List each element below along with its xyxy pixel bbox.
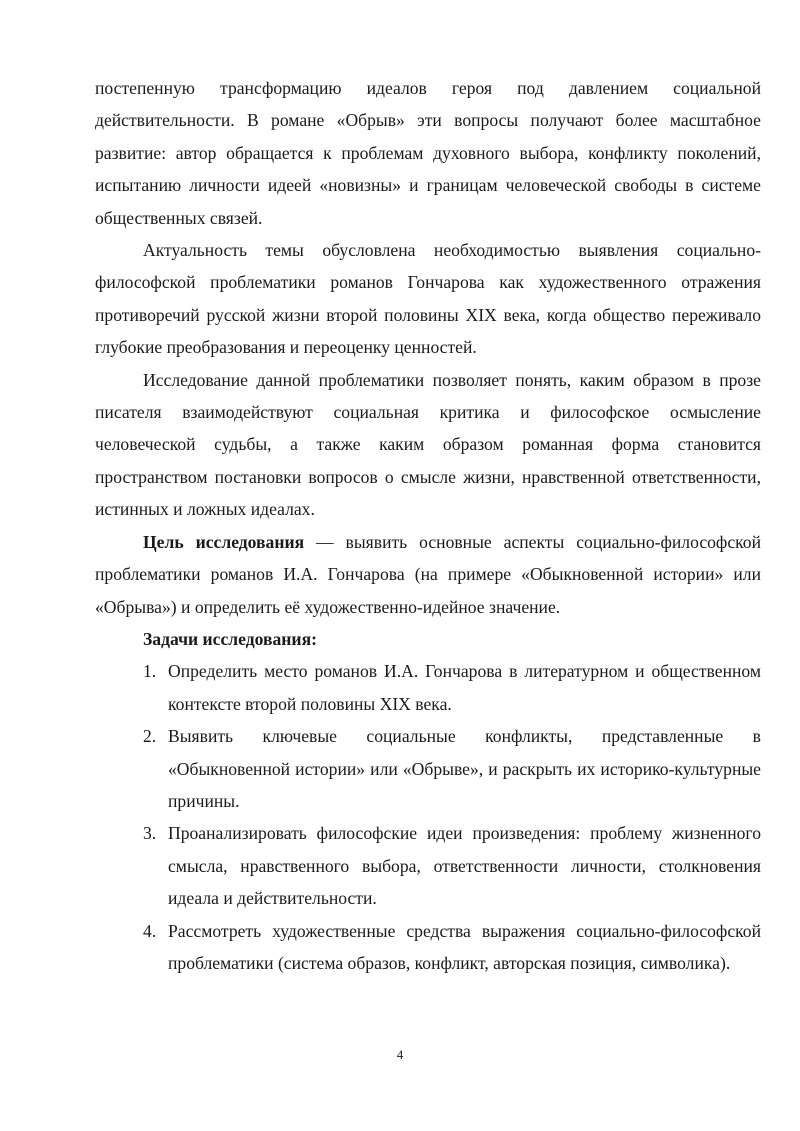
list-item bbox=[95, 817, 761, 914]
list-item-text: Определить место романов И.А. Гончарова в литературном и общественном контексте второй половины XIX века. bbox=[168, 661, 761, 714]
task-list bbox=[95, 655, 761, 979]
list-item-text: Рассмотреть художественные средства выражения социально-философской проблематики (система образов, конфликт, авторская позиция, символика). bbox=[168, 920, 761, 973]
list-item-number: 1. bbox=[143, 661, 157, 682]
list-item-text: Проанализировать философские идеи произведения: проблему жизненного смысла, нравственного выбора, ответственности личности, столкновения идеала и действительности. bbox=[168, 823, 761, 909]
list-item bbox=[95, 915, 761, 980]
list-item bbox=[95, 720, 761, 817]
page-number: 4 bbox=[396, 1047, 404, 1062]
list-item-number: 3. bbox=[143, 823, 157, 844]
document-page bbox=[95, 72, 761, 979]
goal-label: Цель исследования bbox=[143, 531, 305, 552]
goal-paragraph bbox=[95, 526, 761, 623]
body-paragraph: Актуальность темы обусловлена необходимостью выявления социально-философской проблематики романов Гончарова как художественного отражения противоречий русской жизни второй половины XIX века, когда общество переживало глубокие преобразования и переоценку ценностей. bbox=[95, 240, 761, 358]
list-item-text: Выявить ключевые социальные конфликты, представленные в «Обыкновенной истории» или «Обрыве», и раскрыть их историко-культурные причины. bbox=[168, 726, 761, 811]
body-paragraph: постепенную трансформацию идеалов героя под давлением социальной действительности. В романе «Обрыв» эти вопросы получают более масштабное развитие: автор обращается к проблемам духовного выбора, конфликту поколений, испытанию личности идеей «новизны» и границам человеческой свободы в системе общественных связей. bbox=[95, 78, 761, 228]
list-item bbox=[95, 655, 761, 720]
goal-text: — выявить основные аспекты социально-философской проблематики романов И.А. Гончарова (на примере «Обыкновенной истории» или «Обрыва») и определить её художественно-идейное значение. bbox=[95, 531, 761, 617]
list-item-number: 4. bbox=[143, 920, 157, 941]
tasks-heading: Задачи исследования: bbox=[143, 628, 317, 649]
body-paragraph: Исследование данной проблематики позволяет понять, каким образом в прозе писателя взаимодействуют социальная критика и философское осмысление человеческой судьбы, а также каким образом романная форма становится пространством постановки вопросов о смысле жизни, нравственной ответственности, истинных и ложных идеалах. bbox=[95, 369, 761, 520]
list-item-number: 2. bbox=[143, 726, 157, 747]
